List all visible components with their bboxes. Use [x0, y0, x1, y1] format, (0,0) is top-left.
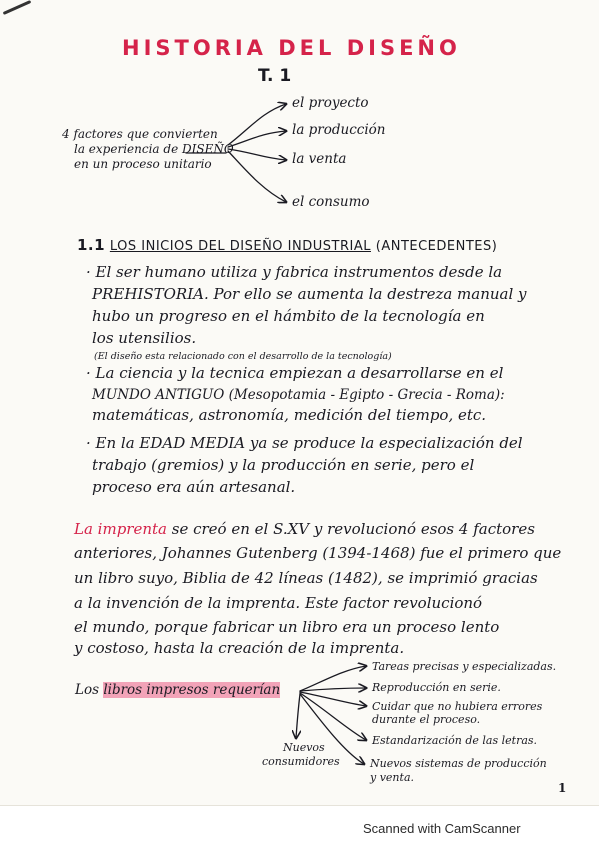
bullet1-line-1: · El ser humano utiliza y fabrica instrumentos desde la	[86, 263, 503, 281]
diagram2-branch-nuevos-sistemas-1: Nuevos sistemas de producción	[370, 757, 547, 770]
paragraph-line-3: un libro suyo, Biblia de 42 líneas (1482), se imprimió gracias	[74, 569, 538, 587]
section-title: LOS INICIOS DEL DISEÑO INDUSTRIAL	[109, 239, 371, 254]
section-number: 1.1	[77, 236, 106, 254]
diagram2-branch-cuidar-1: Cuidar que no hubiera errores	[372, 700, 543, 713]
paragraph-lead: La imprenta	[74, 520, 167, 538]
page-title: HISTORIA DEL DISEÑO	[122, 36, 461, 60]
arrow-produccion	[228, 131, 286, 147]
diagram1-branch-venta: la venta	[292, 151, 347, 167]
diagram2-branch-nuevos-sistemas-2: y venta.	[370, 771, 414, 784]
diagram2-branch-reproduccion: Reproducción en serie.	[372, 681, 501, 694]
bullet3-line-3: proceso era aún artesanal.	[92, 478, 296, 496]
arrow-consumidores	[296, 694, 300, 738]
diagram1-lead-line-3: en un proceso unitario	[74, 157, 212, 171]
diagram2-branch-cuidar-2: durante el proceso.	[372, 713, 481, 726]
paragraph-line-2: anteriores, Johannes Gutenberg (1394-1468) fue el primero que	[74, 544, 562, 562]
diagram2-lead-highlight: libros impresos requerían	[103, 682, 281, 698]
paragraph-line-6: y costoso, hasta la creación de la imprenta.	[74, 639, 405, 657]
bullet3-line-2: trabajo (gremios) y la producción en serie, pero el	[92, 456, 475, 474]
section-title-suffix: (ANTECEDENTES)	[375, 239, 498, 254]
scanner-watermark: Scanned with CamScanner	[363, 821, 521, 836]
diagram2-lead-prefix: Los	[75, 682, 100, 698]
bullet1-line-3: hubo un progreso en el hámbito de la tecnología en	[92, 307, 485, 325]
paragraph-line-4: a la invención de la imprenta. Este factor revolucionó	[74, 594, 483, 612]
paragraph-line-5: el mundo, porque fabricar un libro era un proceso lento	[74, 618, 500, 636]
arrow-tareas	[300, 666, 366, 691]
diagram2-bottom-label-2: consumidores	[262, 755, 340, 768]
arrow-venta	[228, 149, 286, 160]
diagram1-branch-proyecto: el proyecto	[292, 95, 369, 111]
arrow-reproduccion	[300, 688, 366, 691]
diagram1-lead-line-1: 4 factores que convierten	[62, 127, 218, 141]
arrow-estandarizacion	[300, 693, 366, 740]
bullet2-line-1: · La ciencia y la tecnica empiezan a desarrollarse en el	[86, 364, 504, 382]
note-line: (El diseño esta relacionado con el desarrollo de la tecnología)	[94, 351, 392, 362]
bullet1-line-2: PREHISTORIA. Por ello se aumenta la destreza manual y	[92, 285, 527, 303]
diagram1-branch-produccion: la producción	[292, 122, 386, 138]
diagram1-branch-consumo: el consumo	[292, 194, 370, 210]
diagram1-lead-line-2: la experiencia de DISEÑO	[74, 142, 234, 156]
diagram2-bottom-label-1: Nuevos	[283, 741, 325, 754]
diagram2-branch-estandarizacion: Estandarización de las letras.	[372, 734, 538, 747]
page-number: 1	[558, 781, 567, 795]
bullet2-line-2: MUNDO ANTIGUO (Mesopotamia - Egipto - Grecia - Roma):	[92, 387, 505, 403]
topic-number: T. 1	[258, 66, 292, 86]
paragraph-line-1-rest: se creó en el S.XV y revolucionó esos 4 factores	[166, 520, 535, 538]
arrow-proyecto	[228, 104, 286, 145]
bullet2-line-3: matemáticas, astronomía, medición del tiempo, etc.	[92, 406, 487, 424]
bullet1-line-4: los utensilios.	[92, 329, 197, 347]
diagram2-branch-tareas: Tareas precisas y especializadas.	[372, 660, 557, 673]
bullet3-line-1: · En la EDAD MEDIA ya se produce la especialización del	[86, 434, 523, 452]
